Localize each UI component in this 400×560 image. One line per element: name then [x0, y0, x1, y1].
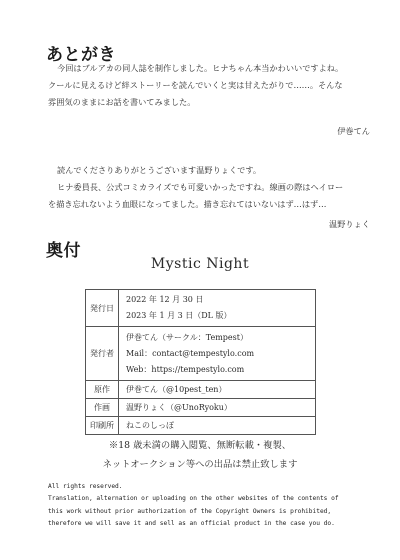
row-label: 印刷所: [86, 417, 119, 435]
colophon-table: [85, 289, 316, 435]
afterword-paragraph-1: [48, 60, 370, 111]
paragraph-line: ヒナ委員長、公式コミカライズでも可愛いかったですね。線画の際はヘイロー: [57, 182, 344, 192]
author-signature-2: 温野りょく: [329, 219, 370, 229]
notice-line: ネットオークション等への出品は禁止致します: [102, 459, 298, 470]
colophon-row-publish-date: [86, 290, 316, 327]
row-label: 発行者: [86, 327, 119, 381]
value-line: 伊巻てん（@10pest_ten）: [126, 384, 227, 394]
row-label: 発行日: [86, 290, 119, 327]
value-line: 伊巻てん（サークル：Tempest）: [126, 332, 248, 342]
row-value: [119, 417, 316, 435]
paragraph-line: 今回はブルアカの同人誌を制作しました。ヒナちゃん本当かわいいですよね。: [57, 63, 344, 73]
value-line: ねこのしっぽ: [126, 420, 174, 430]
copyright-line: All rights reserved.: [48, 483, 123, 490]
author-signature-1: 伊巻てん: [337, 126, 370, 136]
value-line: 温野りょく（@UnoRyoku）: [126, 402, 232, 412]
paragraph-line: クールに見えるけど絆ストーリーを読んでいくと実は甘えたがりで……。そんな: [48, 80, 343, 90]
colophon-heading: 奥付: [46, 241, 81, 261]
row-label: 作画: [86, 399, 119, 417]
paragraph-line: 読んでくださりありがとうございます温野りょくです。: [57, 165, 262, 175]
afterword-paragraph-2: [48, 162, 370, 213]
notice-line: ※18 歳未満の購入閲覧、無断転載・複製、: [108, 440, 292, 451]
paragraph-line: を描き忘れないよう血眼になってました。描き忘れてはいないはず…はず…: [48, 199, 327, 209]
row-value: [119, 290, 316, 327]
copyright-line: this work without prior authorization of the Copyright Owners is prohibited,: [48, 507, 332, 515]
value-line: 2022 年 12 月 30 日: [126, 295, 204, 304]
colophon-row-publisher: [86, 327, 316, 381]
row-label: 原作: [86, 381, 119, 399]
row-value: [119, 399, 316, 417]
paragraph-line: 雰囲気のままにお話を書いてみました。: [48, 97, 196, 107]
book-title: Mystic Night: [150, 256, 250, 272]
colophon-row-original-work: [86, 381, 316, 399]
row-value: [119, 327, 316, 381]
copyright-notice: [48, 481, 339, 531]
value-line: 2023 年 1 月 3 日（DL 版）: [126, 311, 232, 320]
colophon-row-art: [86, 399, 316, 417]
row-value: [119, 381, 316, 399]
value-line: Mail：contact@tempestylo.com: [126, 348, 255, 358]
copyright-line: therefore we will save it and sell as an official product in the case you do.: [48, 520, 335, 528]
value-line: Web：https://tempestylo.com: [126, 364, 245, 374]
age-restriction-notice: [0, 436, 400, 474]
afterword-heading: あとがき: [46, 45, 116, 65]
copyright-line: Translation, alternation or uploading on the other websites of the contents of: [48, 495, 339, 503]
colophon-row-printer: [86, 417, 316, 435]
